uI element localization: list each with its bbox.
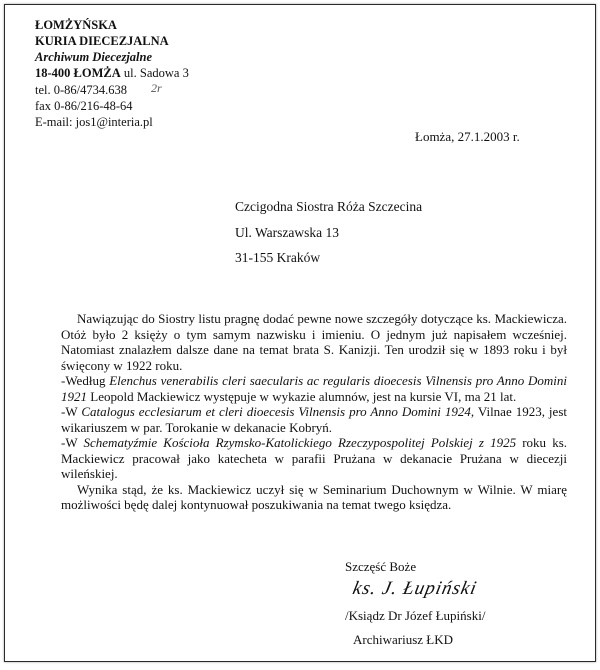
p3-prefix: -W <box>61 404 82 419</box>
paragraph-2 <box>61 373 567 404</box>
paragraph-1: Nawiązując do Siostry listu pragnę dodać pewne nowe szczegóły dotyczące ks. Mackiewicza. Otóż było 2 księży o tym samym nazwisku i imieniu. O jednym już napisałem wcześniej. Natomiast znalazłem dalsze dane na temat brata S. Kanizji. Ten urodził się w 1893 roku i był święcony w 1922 roku. <box>61 311 567 373</box>
postal-code-city: 18-400 ŁOMŻA <box>35 66 121 80</box>
p4-rest: roku ks. Mackiewicz pracował jako katecheta w parafii Prużana w dekanacie Prużana w diecezji wileńskiej. <box>61 435 568 481</box>
p3-title: Catalogus ecclesiarum et cleri dioecesis Vilnensis pro Anno Domini 1924 <box>81 404 471 419</box>
letterhead-line1: ŁOMŻYŃSKA <box>35 18 117 32</box>
paragraph-5: Wynika stąd, że ks. Mackiewicz uczył się w Seminarium Duchownym w Wilnie. W miarę możliwości będę dalej kontynuował poszukiwania na temat twego księdza. <box>61 481 567 512</box>
letterhead-line3: Archiwum Diecezjalne <box>35 50 153 64</box>
telephone: tel. 0-86/4734.638 <box>35 83 128 97</box>
letterhead-address <box>35 66 189 80</box>
p4-prefix: -W <box>61 435 84 450</box>
p2-title: Elenchus venerabilis cleri saecularis ac regularis dioecesis Vilnensis pro Anno Domini 1921 <box>61 373 567 404</box>
fax: fax 0-86/216-48-64 <box>35 99 133 113</box>
recipient-street: Ul. Warszawska 13 <box>235 225 340 240</box>
letter-page <box>4 4 596 662</box>
p2-rest: Leopold Mackiewicz występuje w wykazie alumnów, jest na kursie VI, ma 21 lat. <box>87 388 517 404</box>
p2-prefix: -Według <box>61 373 110 388</box>
paragraph-3 <box>61 404 567 435</box>
signatory-name: /Ksiądz Dr Józef Łupiński/ <box>345 608 486 623</box>
recipient-name: Czcigodna Siostra Róża Szczecina <box>235 199 423 214</box>
p3-rest: , Vilnae 1923, jest wikariuszem w par. Torokanie w dekanacie Kobryń. <box>61 404 567 435</box>
letter-body <box>61 311 567 513</box>
letterhead-line2: KURIA DIECEZJALNA <box>35 34 169 48</box>
handwritten-signature: ks. J. Łupiński <box>350 578 480 599</box>
recipient-city: 31-155 Kraków <box>235 250 321 265</box>
email: E-mail: jos1@interia.pl <box>35 115 153 129</box>
p4-title: Schematyźmie Kościoła Rzymsko-Katolickiego Rzeczypospolitej Polskiej z 1925 <box>83 435 517 450</box>
paragraph-4 <box>61 435 567 482</box>
handwritten-mark: 2r <box>151 81 162 95</box>
date-line: Łomża, 27.1.2003 r. <box>415 129 520 144</box>
closing-greeting: Szczęść Boże <box>345 559 417 574</box>
signatory-title: Archiwariusz ŁKD <box>353 632 453 647</box>
street-address: ul. Sadowa 3 <box>120 66 189 80</box>
